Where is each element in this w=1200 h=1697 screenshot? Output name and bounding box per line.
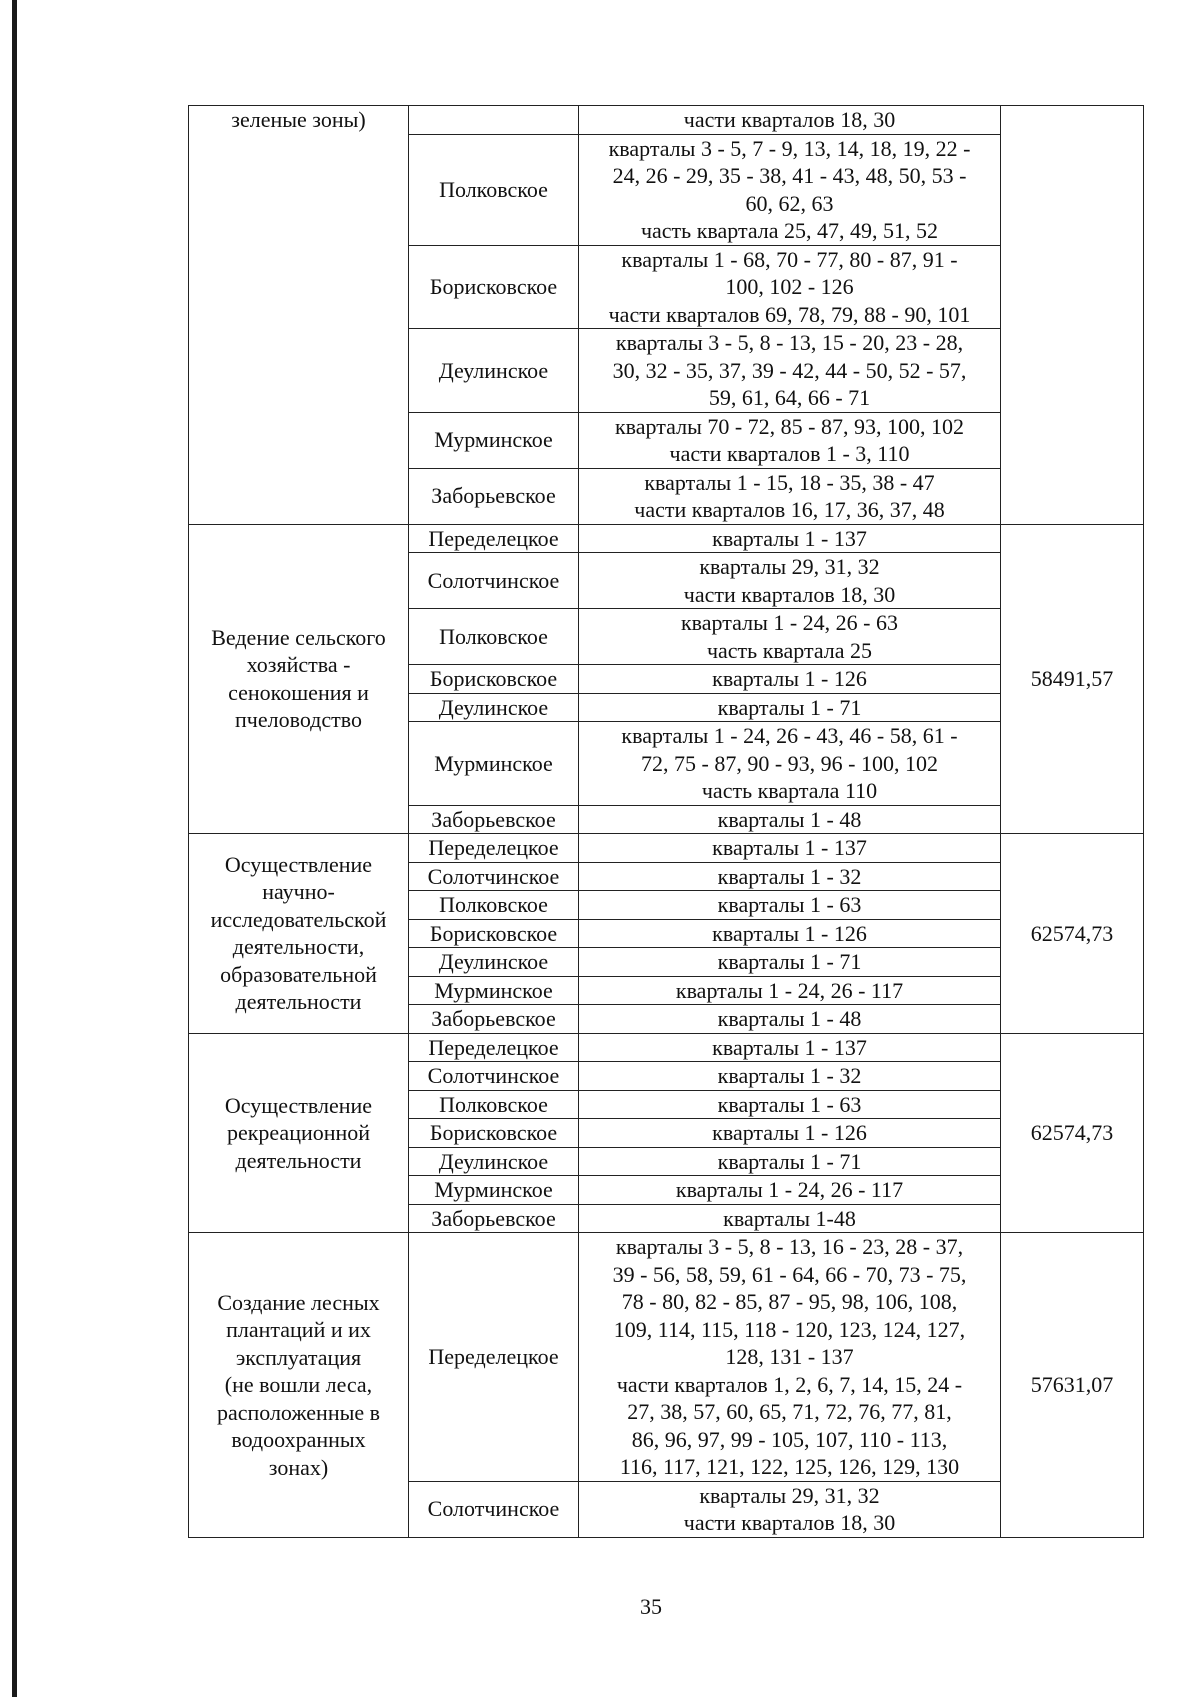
purpose-cell: Ведение сельского хозяйства - сенокошения и пчеловодство <box>189 524 409 834</box>
quarters-cell: кварталы 1 - 126 <box>579 919 1001 948</box>
quarters-cell: кварталы 1 - 71 <box>579 948 1001 977</box>
scan-edge-mark <box>12 0 17 1697</box>
forestry-cell: Деулинское <box>409 948 579 977</box>
forestry-cell: Полковское <box>409 891 579 920</box>
purpose-cell: Создание лесных плантаций и их эксплуатация (не вошли леса, расположенные в водоохранных зонах) <box>189 1233 409 1538</box>
area-cell <box>1001 106 1144 525</box>
forestry-cell: Борисковское <box>409 665 579 694</box>
forestry-cell: Борисковское <box>409 245 579 329</box>
area-cell: 62574,73 <box>1001 834 1144 1034</box>
quarters-cell: кварталы 1 - 126 <box>579 665 1001 694</box>
quarters-cell: кварталы 1 - 32 <box>579 862 1001 891</box>
forestry-cell: Деулинское <box>409 1147 579 1176</box>
purpose-cell: Осуществление научно- исследовательской деятельности, образовательной деятельности <box>189 834 409 1034</box>
forestry-cell: Мурминское <box>409 722 579 806</box>
forestry-cell: Полковское <box>409 609 579 665</box>
quarters-cell: кварталы 1 - 68, 70 - 77, 80 - 87, 91 - 100, 102 - 126 части кварталов 69, 78, 79, 88 - 90, 101 <box>579 245 1001 329</box>
purpose-cell: зеленые зоны) <box>189 106 409 525</box>
forestry-cell: Заборьевское <box>409 1005 579 1034</box>
area-cell: 58491,57 <box>1001 524 1144 834</box>
forestry-cell: Переделецкое <box>409 834 579 863</box>
quarters-cell: кварталы 1 - 137 <box>579 1033 1001 1062</box>
quarters-cell: кварталы 1 - 15, 18 - 35, 38 - 47 части кварталов 16, 17, 36, 37, 48 <box>579 468 1001 524</box>
quarters-cell: кварталы 1 - 24, 26 - 117 <box>579 976 1001 1005</box>
page-number: 35 <box>640 1594 662 1619</box>
quarters-cell: кварталы 1 - 71 <box>579 693 1001 722</box>
table-row <box>189 834 1144 863</box>
forestry-cell: Мурминское <box>409 1176 579 1205</box>
forestry-cell: Заборьевское <box>409 805 579 834</box>
quarters-cell: кварталы 1 - 32 <box>579 1062 1001 1091</box>
forestry-cell: Переделецкое <box>409 1033 579 1062</box>
quarters-cell: кварталы 3 - 5, 7 - 9, 13, 14, 18, 19, 22 - 24, 26 - 29, 35 - 38, 41 - 43, 48, 50, 53 - 60, 62, 63 часть квартала 25, 47, 49, 51, 52 <box>579 134 1001 245</box>
quarters-cell: части кварталов 18, 30 <box>579 106 1001 135</box>
forestry-cell: Полковское <box>409 1090 579 1119</box>
quarters-cell: кварталы 1 - 24, 26 - 43, 46 - 58, 61 - 72, 75 - 87, 90 - 93, 96 - 100, 102 часть квартала 110 <box>579 722 1001 806</box>
quarters-cell: кварталы 1 - 137 <box>579 524 1001 553</box>
quarters-cell: кварталы 1-48 <box>579 1204 1001 1233</box>
forestry-cell: Заборьевское <box>409 1204 579 1233</box>
area-cell: 62574,73 <box>1001 1033 1144 1233</box>
quarters-cell: кварталы 1 - 63 <box>579 1090 1001 1119</box>
forestry-cell: Борисковское <box>409 1119 579 1148</box>
forestry-cell: Деулинское <box>409 693 579 722</box>
forestry-cell: Переделецкое <box>409 524 579 553</box>
quarters-cell: кварталы 1 - 24, 26 - 63 часть квартала 25 <box>579 609 1001 665</box>
quarters-cell: кварталы 1 - 48 <box>579 1005 1001 1034</box>
table-row <box>189 1233 1144 1482</box>
forest-use-table <box>188 105 1144 1538</box>
table-row <box>189 106 1144 135</box>
area-cell: 57631,07 <box>1001 1233 1144 1538</box>
forestry-cell: Солотчинское <box>409 1481 579 1537</box>
quarters-cell: кварталы 1 - 24, 26 - 117 <box>579 1176 1001 1205</box>
forestry-cell: Деулинское <box>409 329 579 413</box>
forestry-cell <box>409 106 579 135</box>
forestry-cell: Мурминское <box>409 412 579 468</box>
forestry-cell: Переделецкое <box>409 1233 579 1482</box>
quarters-cell: кварталы 1 - 126 <box>579 1119 1001 1148</box>
forestry-cell: Заборьевское <box>409 468 579 524</box>
quarters-cell: кварталы 1 - 63 <box>579 891 1001 920</box>
quarters-cell: кварталы 29, 31, 32 части кварталов 18, 30 <box>579 553 1001 609</box>
table-row <box>189 1033 1144 1062</box>
quarters-cell: кварталы 29, 31, 32 части кварталов 18, 30 <box>579 1481 1001 1537</box>
table-body <box>189 106 1144 1538</box>
quarters-cell: кварталы 1 - 137 <box>579 834 1001 863</box>
forestry-cell: Солотчинское <box>409 553 579 609</box>
forestry-cell: Полковское <box>409 134 579 245</box>
table-row <box>189 524 1144 553</box>
quarters-cell: кварталы 1 - 71 <box>579 1147 1001 1176</box>
forestry-cell: Мурминское <box>409 976 579 1005</box>
forestry-cell: Солотчинское <box>409 1062 579 1091</box>
quarters-cell: кварталы 3 - 5, 8 - 13, 16 - 23, 28 - 37, 39 - 56, 58, 59, 61 - 64, 66 - 70, 73 - 75, 78 - 80, 82 - 85, 87 - 95, 98, 106, 108, 109, 114, 115, 118 - 120, 123, 124, 127, 128, 131 - 137 части кварталов 1, 2, 6, 7, 14, 15, 24 - 27, 38, 57, 60, 65, 71, 72, 76, 77, 81, 86, 96, 97, 99 - 105, 107, 110 - 113, 116, 117, 121, 122, 125, 126, 129, 130 <box>579 1233 1001 1482</box>
quarters-cell: кварталы 3 - 5, 8 - 13, 15 - 20, 23 - 28, 30, 32 - 35, 37, 39 - 42, 44 - 50, 52 - 57, 59, 61, 64, 66 - 71 <box>579 329 1001 413</box>
purpose-cell: Осуществление рекреационной деятельности <box>189 1033 409 1233</box>
forestry-cell: Борисковское <box>409 919 579 948</box>
quarters-cell: кварталы 1 - 48 <box>579 805 1001 834</box>
quarters-cell: кварталы 70 - 72, 85 - 87, 93, 100, 102 части кварталов 1 - 3, 110 <box>579 412 1001 468</box>
forestry-cell: Солотчинское <box>409 862 579 891</box>
